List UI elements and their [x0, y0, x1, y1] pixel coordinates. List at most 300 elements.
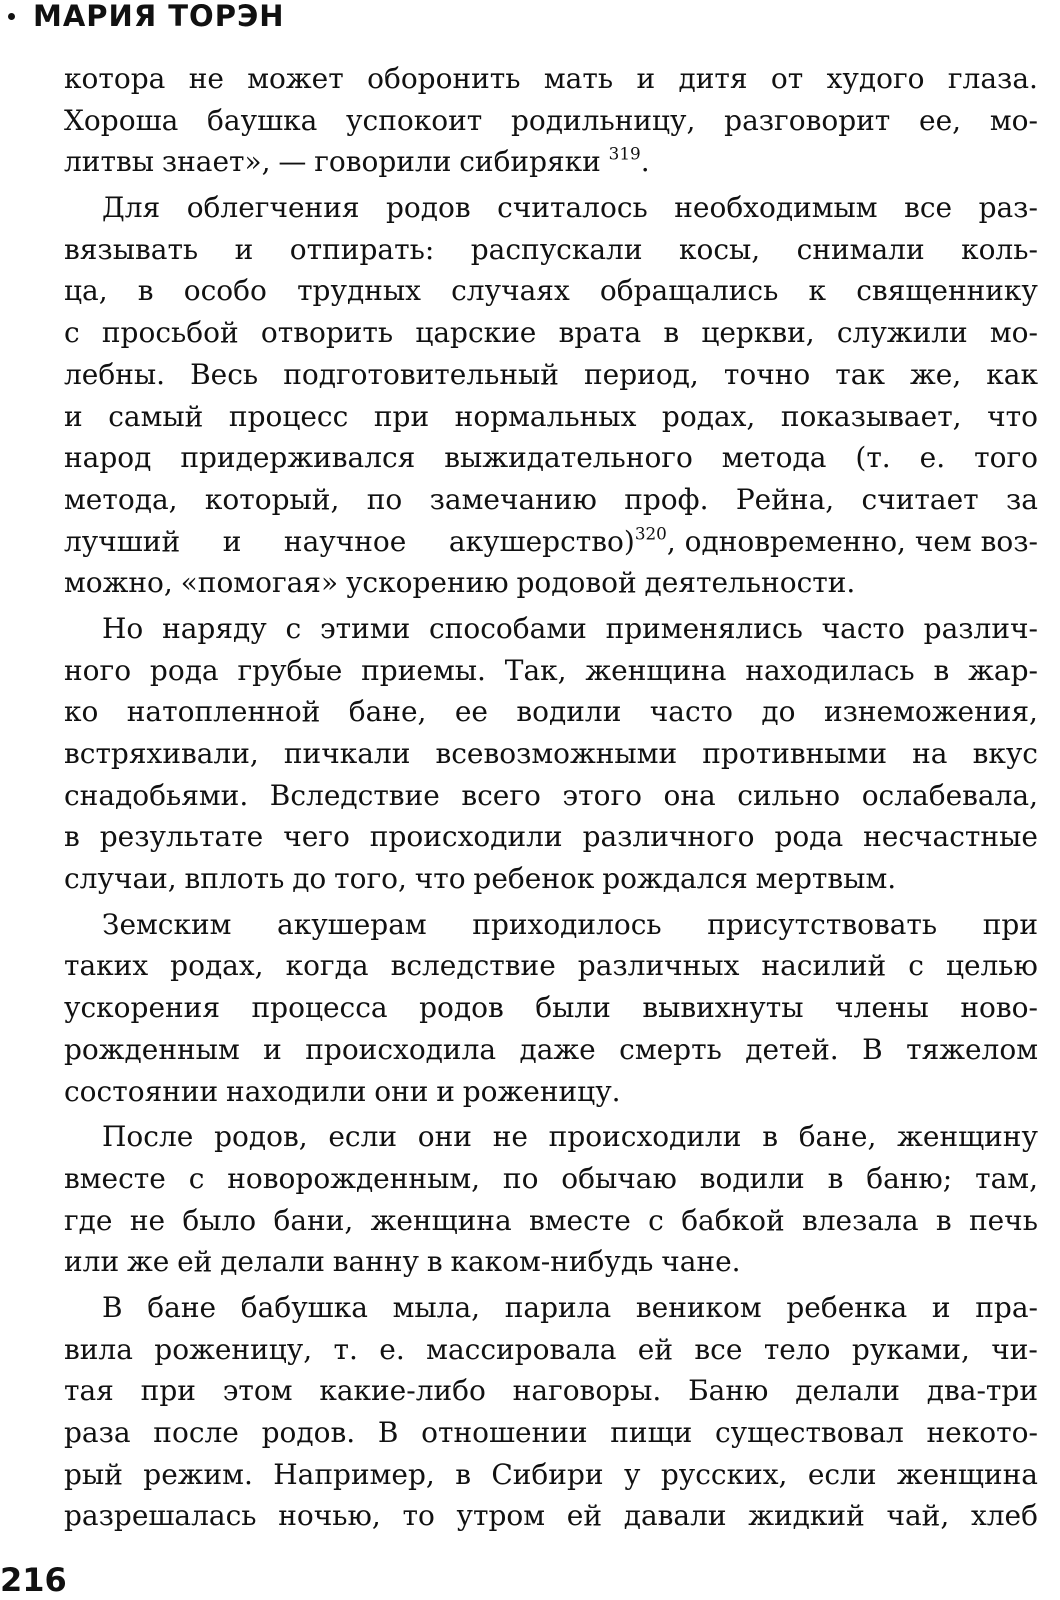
word: находили	[226, 1074, 367, 1108]
word: русских,	[660, 1457, 788, 1491]
word: Например,	[273, 1457, 435, 1491]
word: Рейна,	[735, 482, 835, 516]
word	[449, 521, 1038, 563]
word: может	[247, 62, 344, 95]
word: различных	[577, 949, 740, 983]
word: с	[648, 1203, 664, 1237]
running-head	[8, 0, 285, 32]
word: вила	[64, 1332, 133, 1366]
word: вкус	[972, 737, 1038, 770]
word: ко	[64, 695, 99, 729]
word: чане.	[661, 1245, 741, 1279]
word: если	[807, 1457, 877, 1491]
word: или	[64, 1245, 120, 1279]
word: баушка	[207, 103, 318, 137]
word: до	[292, 862, 327, 896]
word: некото-	[926, 1416, 1038, 1449]
text-line	[64, 141, 1038, 183]
word: роженицу,	[154, 1332, 313, 1366]
word: при	[373, 399, 430, 433]
word: рода	[149, 653, 219, 687]
word: присутствовать	[707, 907, 938, 941]
text-line	[64, 1287, 1038, 1329]
word: при	[982, 907, 1038, 941]
word: отворить	[260, 316, 394, 350]
word: врата	[558, 316, 642, 350]
word: в	[426, 1245, 443, 1279]
word: существовал	[715, 1416, 904, 1449]
word: и	[64, 399, 83, 433]
text-line	[64, 816, 1038, 858]
word: оборонить	[367, 62, 521, 95]
word: там,	[975, 1161, 1038, 1195]
text-line	[64, 858, 1038, 900]
text-line	[64, 1116, 1038, 1158]
word: противными	[702, 737, 888, 770]
word: тая	[64, 1374, 114, 1408]
word: проф.	[624, 482, 709, 516]
word: царские	[415, 316, 537, 350]
word: ребенка	[786, 1290, 908, 1324]
page-number: 216	[0, 1561, 67, 1599]
word: все	[694, 1332, 743, 1366]
word: е.	[919, 441, 946, 475]
word: приходилось	[472, 907, 662, 941]
word: в	[663, 316, 680, 350]
word: несчастные	[863, 820, 1038, 854]
word: раза	[64, 1416, 131, 1449]
word: к	[808, 274, 827, 308]
text-line	[64, 987, 1038, 1029]
word: водили	[516, 695, 622, 729]
word: веником	[635, 1290, 762, 1324]
text-line	[64, 1241, 1038, 1283]
word: различ-	[923, 611, 1038, 645]
word: рожденным	[64, 1032, 240, 1066]
word: ного	[64, 653, 132, 687]
word: этими	[319, 611, 411, 645]
word: бани,	[273, 1203, 354, 1237]
word: родов	[419, 991, 504, 1025]
word: лучший	[64, 524, 181, 558]
text-line	[64, 1029, 1038, 1071]
word: Баню	[688, 1374, 769, 1408]
word: баню;	[866, 1161, 953, 1195]
word: —	[278, 145, 307, 179]
word: родов.	[261, 1416, 356, 1449]
word: в	[455, 1457, 471, 1491]
word: таких	[64, 949, 149, 983]
word: родильницу,	[510, 103, 696, 137]
word: акушерам	[277, 907, 427, 941]
word: мо-	[989, 103, 1038, 137]
word: метода	[721, 441, 827, 475]
text-line	[64, 1370, 1038, 1412]
word: она	[663, 778, 716, 812]
text-line	[64, 775, 1038, 817]
word: ускорению	[345, 566, 509, 600]
text-line	[64, 945, 1038, 987]
word: результате	[99, 820, 264, 854]
word: водили	[699, 1161, 805, 1195]
word: родовой	[516, 566, 637, 600]
word: как	[986, 357, 1038, 391]
text-line	[64, 270, 1038, 312]
word: какие-либо	[319, 1374, 486, 1408]
text-line	[64, 650, 1038, 692]
word: печь	[968, 1203, 1038, 1237]
word: т.	[333, 1332, 358, 1366]
word: церкви,	[701, 316, 815, 350]
word: вследствие	[390, 949, 556, 983]
word: в	[933, 653, 950, 687]
word: встряхивали,	[64, 737, 259, 770]
word: Для	[102, 191, 161, 225]
text-line	[64, 1412, 1038, 1454]
word: парила	[504, 1290, 612, 1324]
word: насилий	[761, 949, 887, 983]
word: литвы	[64, 145, 154, 179]
word: два-три	[926, 1374, 1038, 1408]
word: было	[182, 1203, 257, 1237]
word: руками,	[851, 1332, 970, 1366]
word: режим.	[143, 1457, 253, 1491]
word: ее,	[919, 103, 962, 137]
word: В	[862, 1032, 883, 1066]
word: тяжелом	[906, 1032, 1038, 1066]
word: массировала	[426, 1332, 617, 1366]
text-line	[64, 733, 1038, 775]
word: просьбой	[101, 316, 239, 350]
word: случаях	[451, 274, 570, 308]
word: от	[770, 62, 804, 95]
word: вместе	[64, 1161, 166, 1195]
word: косы,	[678, 232, 761, 266]
word: состоянии	[64, 1074, 219, 1108]
word: рождался	[602, 862, 748, 896]
word: Вследствие	[269, 778, 440, 812]
word: глаза.	[947, 62, 1038, 95]
word: «помогая»	[180, 566, 339, 600]
word: до	[761, 695, 796, 729]
word: с	[908, 949, 924, 983]
word: чай,	[886, 1499, 950, 1533]
word: способами	[429, 611, 587, 645]
word: родов	[386, 191, 471, 225]
text-line	[64, 521, 1038, 563]
word: по	[366, 482, 403, 516]
word: выжидательного	[444, 441, 693, 475]
word: В	[377, 1416, 399, 1449]
word: находилась	[745, 653, 915, 687]
word: который,	[204, 482, 340, 516]
word: ускорения	[64, 991, 220, 1025]
text-line	[64, 1495, 1038, 1537]
word: не	[492, 1120, 528, 1154]
word: они	[374, 1074, 429, 1108]
word: После	[102, 1120, 194, 1154]
word: то	[402, 1499, 435, 1533]
word: чи-	[991, 1332, 1038, 1366]
word: этом	[222, 1374, 293, 1408]
word: женщина	[896, 1457, 1038, 1491]
word: хлеб	[970, 1499, 1038, 1533]
word: трудных	[297, 274, 421, 308]
text-line	[64, 562, 1038, 604]
word: утром	[456, 1499, 546, 1533]
word: ца,	[64, 274, 108, 308]
word: всего	[461, 778, 541, 812]
word: сильно	[737, 778, 841, 812]
word: жидкий	[748, 1499, 865, 1533]
word: котора	[64, 62, 166, 95]
word: коль-	[961, 232, 1038, 266]
word: Но	[102, 611, 144, 645]
word: отношении	[421, 1416, 588, 1449]
word: и	[931, 1290, 951, 1324]
word: делали	[220, 1245, 325, 1279]
word: родах,	[661, 399, 756, 433]
word: бабкой	[681, 1203, 785, 1237]
word: роженицу.	[462, 1074, 621, 1108]
text-line	[64, 312, 1038, 354]
word: за	[1006, 482, 1038, 516]
word: в	[137, 274, 154, 308]
text-line	[64, 1454, 1038, 1496]
word: каком-нибудь	[450, 1245, 654, 1279]
word: облегчения	[186, 191, 360, 225]
word: в	[762, 1120, 778, 1154]
word: натопленной	[126, 695, 321, 729]
word: бабушка	[240, 1290, 368, 1324]
word: вывихнуты	[642, 991, 804, 1025]
word: ослабевала,	[861, 778, 1038, 812]
word: так	[835, 357, 885, 391]
word: влезала	[801, 1203, 919, 1237]
word: нормальных	[454, 399, 637, 433]
word: бане	[147, 1290, 217, 1324]
word: худого	[826, 62, 925, 95]
word: е.	[379, 1332, 405, 1366]
word: мо-	[989, 316, 1038, 350]
word: народ	[64, 441, 152, 475]
footnote-ref: 319	[608, 143, 641, 164]
word: жар-	[968, 653, 1038, 687]
text-line	[64, 1071, 1038, 1113]
word: с	[285, 611, 302, 645]
word: наговоры.	[512, 1374, 662, 1408]
bullet-icon	[8, 13, 15, 20]
word: же	[126, 1245, 170, 1279]
word: изнеможения,	[823, 695, 1038, 729]
word: новорожденным,	[227, 1161, 481, 1195]
word: замечанию	[429, 482, 597, 516]
word: В	[102, 1290, 123, 1324]
word: можно,	[64, 566, 173, 600]
word: ей	[637, 1332, 674, 1366]
word: все	[904, 191, 953, 225]
word: при	[140, 1374, 196, 1408]
word: наряду	[162, 611, 267, 645]
word-tail: .	[640, 145, 650, 179]
word: грубые	[237, 653, 343, 687]
word: у	[623, 1457, 641, 1491]
word: родах,	[170, 949, 264, 983]
word: мертвым.	[755, 862, 897, 896]
word: где	[64, 1203, 113, 1237]
text-line	[64, 229, 1038, 271]
word: священнику	[856, 274, 1038, 308]
word: считалось	[497, 191, 648, 225]
word: члены	[835, 991, 929, 1025]
word: делали	[795, 1374, 900, 1408]
word: рый	[64, 1457, 123, 1491]
word: Земским	[102, 907, 232, 941]
word: смерть	[619, 1032, 722, 1066]
word: детей.	[745, 1032, 839, 1066]
text-line	[64, 691, 1038, 733]
word: давали	[623, 1499, 727, 1533]
word: бане,	[348, 695, 427, 729]
word: женщина	[370, 1203, 512, 1237]
word: чего	[283, 820, 350, 854]
text-line	[64, 1158, 1038, 1200]
word: женщину	[897, 1120, 1038, 1154]
word: метода,	[64, 482, 178, 516]
word: с	[64, 316, 80, 350]
word: пищи	[610, 1416, 693, 1449]
word: на	[912, 737, 948, 770]
word-tail: , одновременно, чем воз-	[666, 524, 1038, 558]
word: даже	[519, 1032, 596, 1066]
word: ей	[566, 1499, 603, 1533]
word: период,	[584, 357, 699, 391]
word: в	[64, 820, 80, 854]
word: обращались	[599, 274, 779, 308]
word: Так,	[504, 653, 567, 687]
word: всевозможными	[435, 737, 678, 770]
word: процесса	[251, 991, 388, 1025]
word: мать	[543, 62, 614, 95]
word: что	[414, 862, 466, 896]
word: не	[129, 1203, 166, 1237]
word: вместе	[528, 1203, 631, 1237]
text-line	[64, 354, 1038, 396]
word: снимали	[796, 232, 925, 266]
word: целью	[945, 949, 1038, 983]
word: рода	[774, 820, 844, 854]
word: научное	[283, 524, 407, 558]
word: знает»,	[161, 145, 271, 179]
word: женщина	[585, 653, 727, 687]
word: тело	[763, 1332, 831, 1366]
word: снадобьями.	[64, 778, 249, 812]
word: и	[263, 1032, 282, 1066]
text-line	[64, 479, 1038, 521]
word: процесс	[228, 399, 349, 433]
word: и	[222, 524, 242, 558]
word: дитя	[678, 62, 748, 95]
word: когда	[285, 949, 369, 983]
word: необходимым	[674, 191, 878, 225]
word: по	[502, 1161, 539, 1195]
word: распускали	[470, 232, 643, 266]
word: происходили	[369, 820, 563, 854]
text-line	[64, 608, 1038, 650]
word: говорили	[314, 145, 452, 179]
text-line	[64, 904, 1038, 946]
word: мыла,	[392, 1290, 481, 1324]
word: отпирать:	[289, 232, 435, 266]
body-text	[64, 58, 1038, 1537]
word: же,	[910, 357, 962, 391]
word: считает	[861, 482, 979, 516]
word: успокоит	[346, 103, 483, 137]
word: обычаю	[561, 1161, 677, 1195]
word: разрешалась	[64, 1499, 257, 1533]
word: пичкали	[283, 737, 411, 770]
word: Сибири	[491, 1457, 604, 1491]
word: применялись	[605, 611, 803, 645]
word: происходили	[548, 1120, 742, 1154]
text-line	[64, 396, 1038, 438]
word: ново-	[960, 991, 1038, 1025]
word: (т.	[855, 441, 891, 475]
word: точно	[723, 357, 811, 391]
word: Весь	[190, 357, 259, 391]
footnote-ref: 320	[634, 522, 667, 543]
word: деятельности.	[644, 566, 856, 600]
word: особо	[183, 274, 267, 308]
word: пра-	[975, 1290, 1038, 1324]
word: Хороша	[64, 103, 179, 137]
word: показывает,	[780, 399, 962, 433]
word: и	[436, 1074, 455, 1108]
text-line	[64, 1329, 1038, 1371]
word: ванну	[332, 1245, 420, 1279]
word: ей	[177, 1245, 213, 1279]
word: ночью,	[278, 1499, 381, 1533]
word: служили	[836, 316, 968, 350]
word: приемы.	[361, 653, 486, 687]
word: в	[827, 1161, 844, 1195]
word: раз-	[978, 191, 1038, 225]
word: и	[636, 62, 656, 95]
word: вязывать	[64, 232, 199, 266]
word: ребенок	[473, 862, 595, 896]
word: ее	[454, 695, 488, 729]
word: того,	[334, 862, 407, 896]
word: бане,	[798, 1120, 877, 1154]
text-line	[64, 100, 1038, 142]
word: родов,	[214, 1120, 308, 1154]
word: если	[328, 1120, 398, 1154]
word	[459, 141, 657, 183]
word: происходила	[305, 1032, 497, 1066]
text-line	[64, 1200, 1038, 1242]
text-line	[64, 437, 1038, 479]
word: самый	[108, 399, 204, 433]
word: часто	[649, 695, 734, 729]
word: в	[935, 1203, 952, 1237]
word: не	[188, 62, 224, 95]
word: вплоть	[184, 862, 285, 896]
word: они	[417, 1120, 472, 1154]
word: с	[188, 1161, 205, 1195]
word-text: акушерство)	[448, 524, 635, 558]
word: были	[535, 991, 611, 1025]
word-text: сибиряки	[459, 145, 601, 179]
